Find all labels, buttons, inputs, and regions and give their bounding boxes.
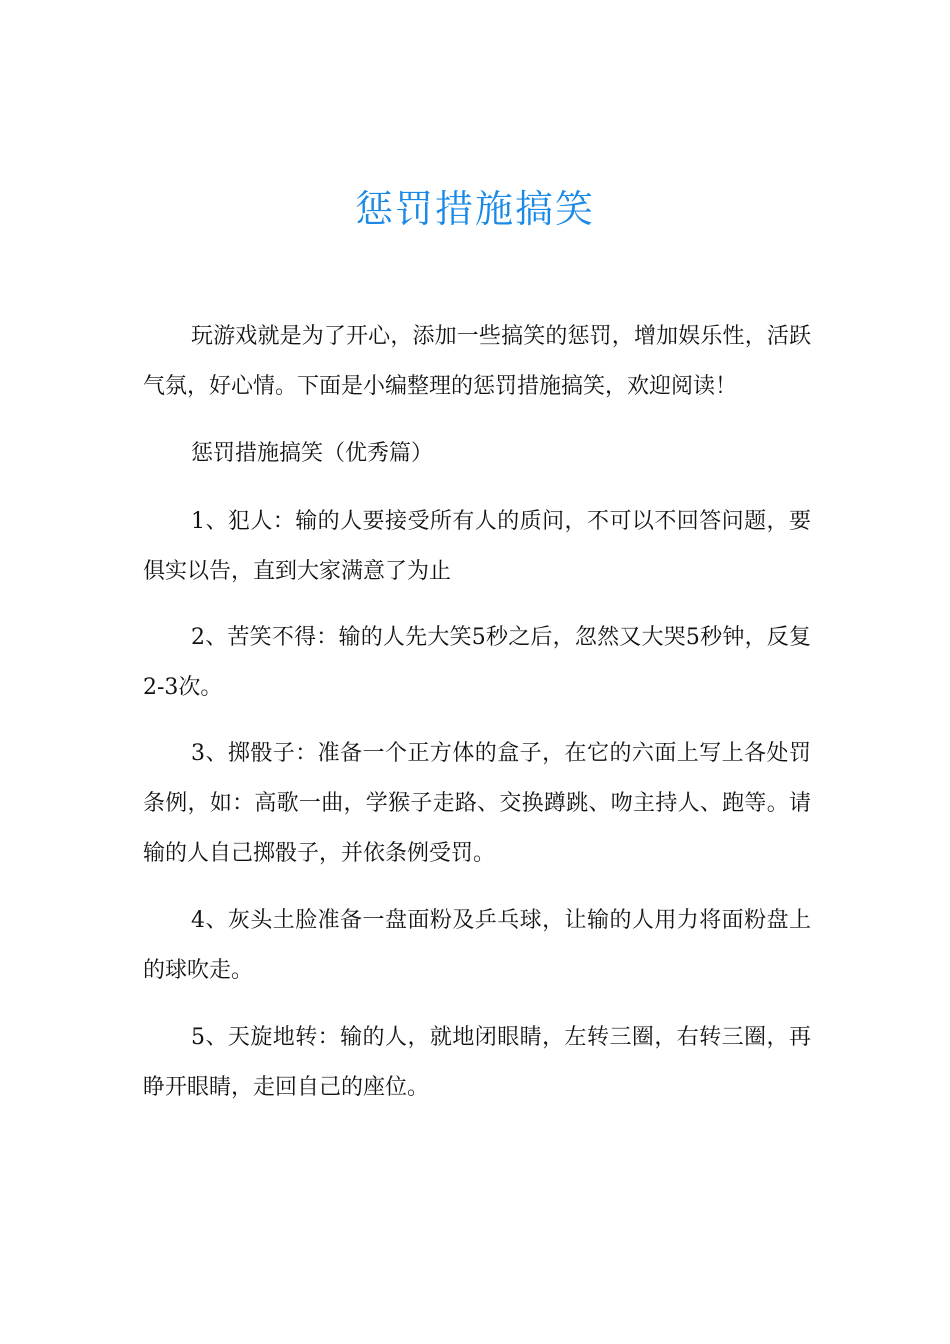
list-item: 4、灰头土脸准备一盘面粉及乒乓球，让输的人用力将面粉盘上的球吹走。 [143,908,811,983]
list-item: 5、天旋地转：输的人，就地闭眼睛，左转三圈，右转三圈，再睁开眼睛，走回自己的座位。 [143,1025,811,1100]
document-title: 惩罚措施搞笑 [354,187,595,231]
section-heading: 惩罚措施搞笑（优秀篇） [191,441,434,466]
intro-paragraph: 玩游戏就是为了开心，添加一些搞笑的惩罚，增加娱乐性，活跃气氛，好心情。下面是小编整理的惩罚措施搞笑，欢迎阅读！ [143,324,811,399]
list-item: 3、掷骰子：准备一个正方体的盒子，在它的六面上写上各处罚条例，如：高歌一曲，学猴子走路、交换蹲跳、吻主持人、跑等。请输的人自己掷骰子，并依条例受罚。 [143,741,811,866]
list-item: 1、犯人：输的人要接受所有人的质问，不可以不回答问题，要俱实以告，直到大家满意了为止 [143,509,811,584]
list-item: 2、苦笑不得：输的人先大笑5秒之后，忽然又大哭5秒钟，反复2-3次。 [143,625,811,700]
